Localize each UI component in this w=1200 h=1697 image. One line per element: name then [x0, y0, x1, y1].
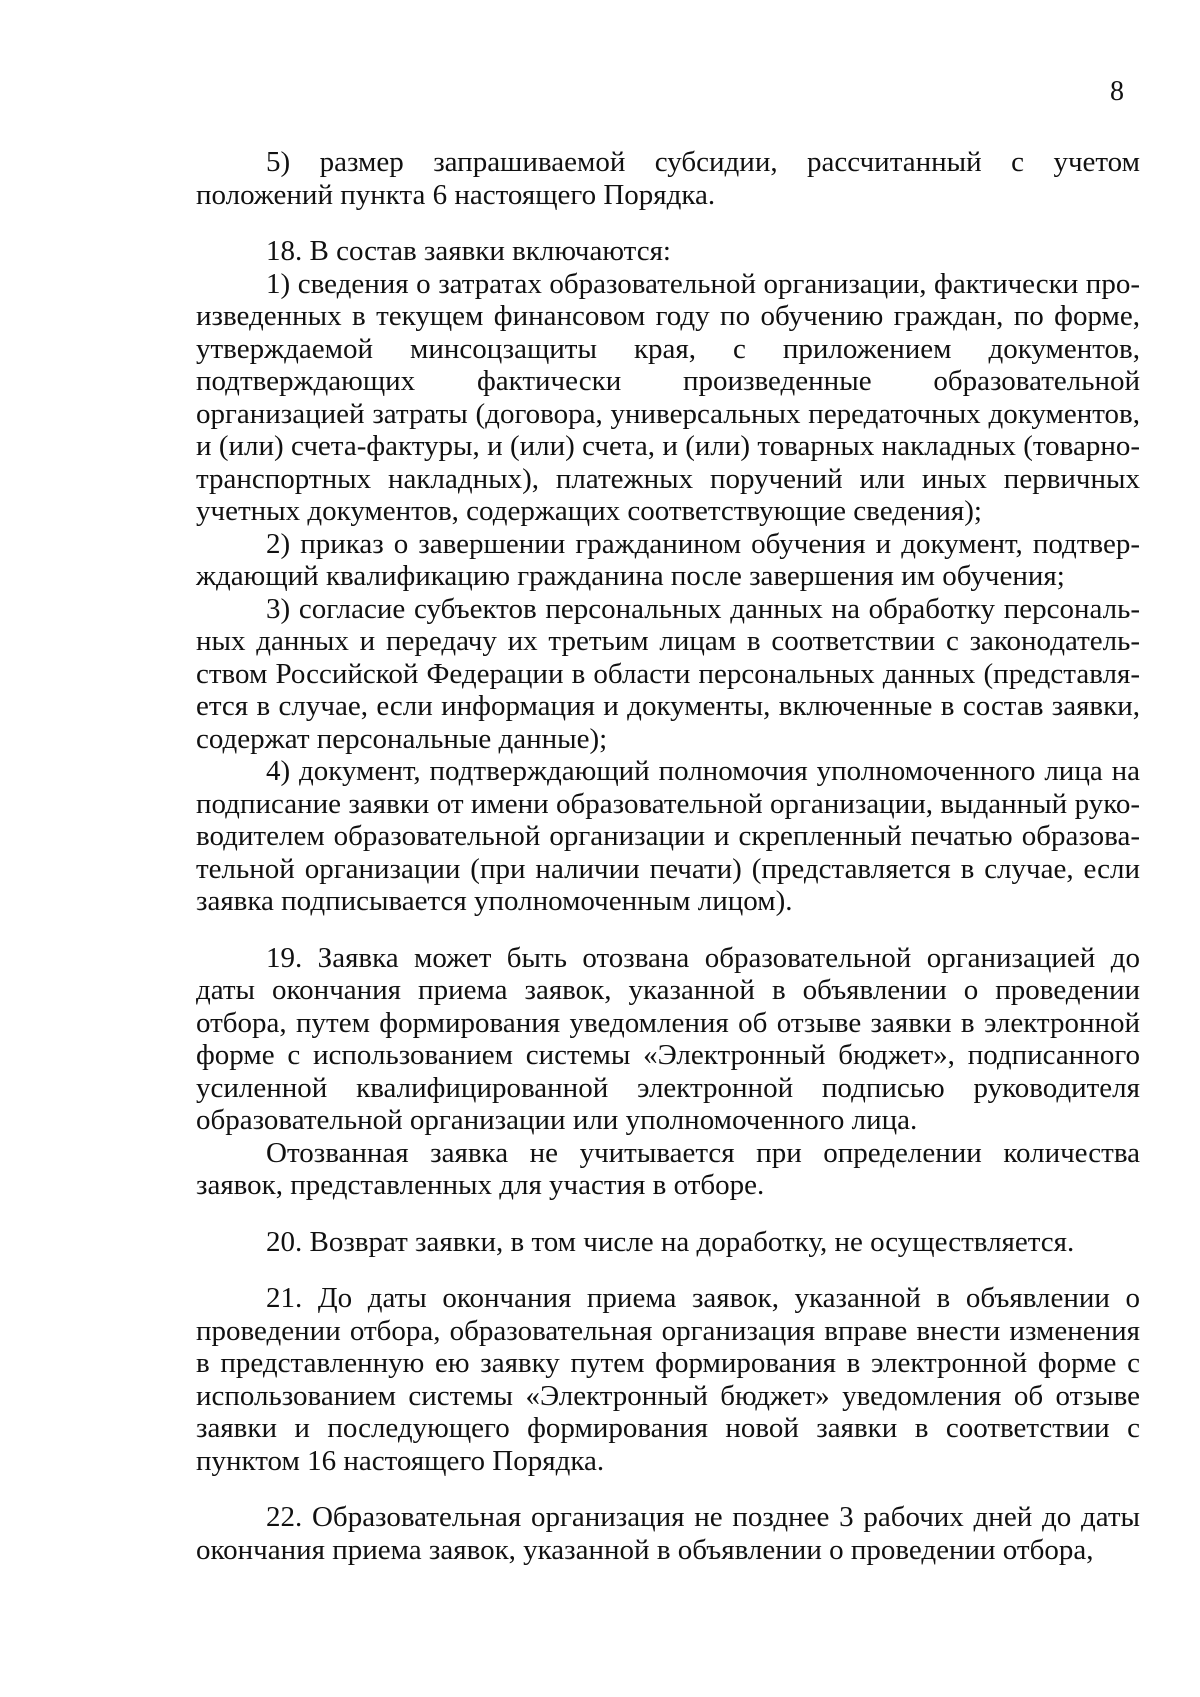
- paragraph-item-2: 2) приказ о завершении гражданином обучения и документ, подтверждающий квалификацию гражданина после завершения им обучения;: [196, 527, 1140, 592]
- paragraph-item-4: 4) документ, подтверждающий полномочия уполномоченного лица на подписание заявки от имени образовательной организации, выданный руководителем образовательной организации и скрепленный печатью образовательной организации (при наличии печати) (представляется в случае, если заявка подписывается уполномоченным лицом).: [196, 755, 1140, 917]
- paragraph-section-22: 22. Образовательная организация не позднее 3 рабочих дней до даты окончания приема заявок, указанной в объявлении о проведении отбора,: [196, 1501, 1140, 1566]
- paragraph-item-1: 1) сведения о затратах образовательной организации, фактически произведенных в текущем финансовом году по обучению граждан, по форме, утверждаемой минсоцзащиты края, с приложением документов, подтверждающих фактически произведенные образовательной организацией затраты (договора, универсальных передаточных документов, и (или) счета-фактуры, и (или) счета, и (или) товарных накладных (товарно-транспортных накладных), платежных поручений или иных первичных учетных документов, содержащих соответствующие сведения);: [196, 267, 1140, 527]
- paragraph-section-19: 19. Заявка может быть отозвана образовательной организацией до даты окончания приема заявок, указанной в объявлении о проведении отбора, путем формирования уведомления об отзыве заявки в электронной форме с использованием системы «Электронный бюджет», подписанного усиленной квалифицированной электронной подписью руководителя образовательной организации или уполномоченного лица.: [196, 941, 1140, 1136]
- paragraph-section-18: 18. В состав заявки включаются:: [266, 235, 671, 267]
- paragraph-item-3: 3) согласие субъектов персональных данных на обработку персональных данных и передачу их третьим лицам в соответствии с законодательством Российской Федерации в области персональных данных (представляется в случае, если информация и документы, включенные в состав заявки, содержат персональные данные);: [196, 592, 1140, 755]
- paragraph-item-5: 5) размер запрашиваемой субсидии, рассчитанный с учетом положений пункта 6 настоящего Порядка.: [196, 146, 1140, 211]
- document-body: [196, 146, 1140, 1566]
- paragraph-withdrawn-application: Отозванная заявка не учитывается при определении количества заявок, представленных для участия в отборе.: [196, 1136, 1140, 1201]
- paragraph-section-21: 21. До даты окончания приема заявок, указанной в объявлении о проведении отбора, образовательная организация вправе внести изменения в представленную ею заявку путем формирования в электронной форме с использованием системы «Электронный бюджет» уведомления об отзыве заявки и последующего формирования новой заявки в соответствии с пунктом 16 настоящего Порядка.: [196, 1282, 1140, 1477]
- paragraph-section-20: 20. Возврат заявки, в том числе на доработку, не осуществляется.: [266, 1225, 1075, 1258]
- page-number: 8: [1110, 76, 1124, 107]
